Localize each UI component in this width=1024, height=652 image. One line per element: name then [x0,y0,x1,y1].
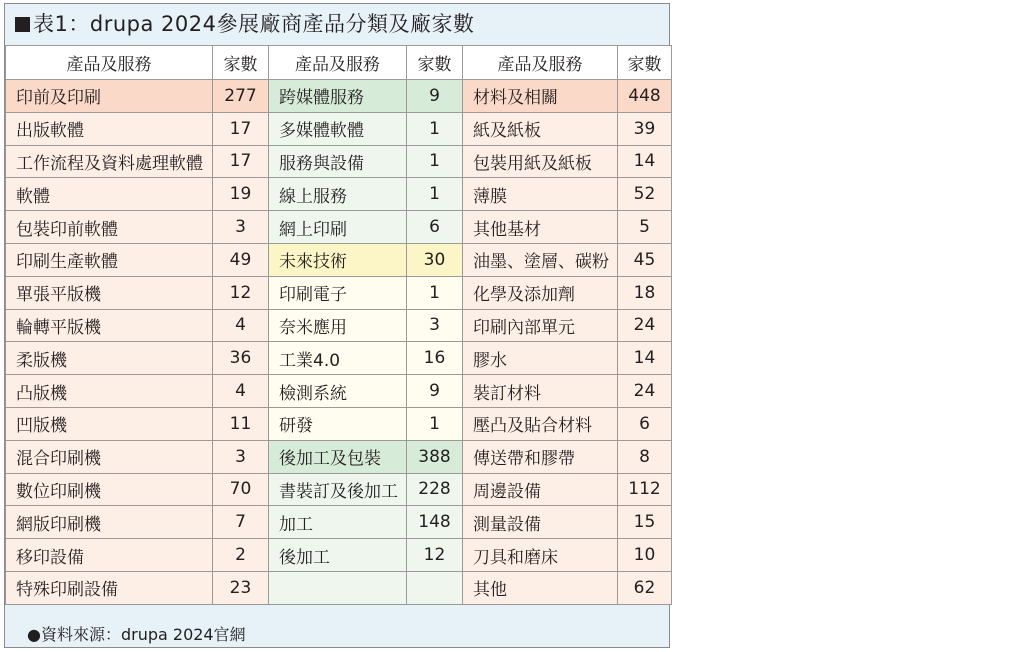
count-cell: 4 [213,375,269,408]
count-cell: 5 [618,211,672,244]
count-cell: 49 [213,243,269,276]
table-row [6,243,672,276]
count-cell: 3 [407,309,463,342]
count-cell: 10 [618,539,672,572]
product-cell: 網版印刷機 [6,506,213,539]
count-cell: 39 [618,112,672,145]
product-cell: 工業4.0 [269,342,407,375]
count-cell: 1 [407,276,463,309]
table-figure [4,3,670,648]
table-row [6,342,672,375]
header-count-2: 家數 [407,46,463,80]
product-cell: 工作流程及資料處理軟體 [6,145,213,178]
table-row [6,178,672,211]
product-cell: 印前及印刷 [6,80,213,113]
table-title [5,4,669,44]
count-cell: 6 [618,407,672,440]
product-cell: 跨媒體服務 [269,80,407,113]
product-cell: 後加工及包裝 [269,440,407,473]
count-cell: 3 [213,211,269,244]
product-cell: 混合印刷機 [6,440,213,473]
table-title-text: 表1：drupa 2024參展廠商產品分類及廠家數 [33,12,475,36]
count-cell: 448 [618,80,672,113]
count-cell: 3 [213,440,269,473]
product-cell: 材料及相關 [463,80,618,113]
count-cell: 36 [213,342,269,375]
product-cell: 其他基材 [463,211,618,244]
table-row [6,440,672,473]
table-row [6,506,672,539]
product-cell: 膠水 [463,342,618,375]
count-cell: 11 [213,407,269,440]
count-cell: 1 [407,112,463,145]
table-row [6,473,672,506]
product-cell: 線上服務 [269,178,407,211]
count-cell: 277 [213,80,269,113]
product-cell: 輪轉平版機 [6,309,213,342]
source-note: ●資料來源：drupa 2024官網 [27,625,246,644]
product-cell: 未來技術 [269,243,407,276]
product-cell [269,571,407,604]
count-cell: 112 [618,473,672,506]
product-cell: 凸版機 [6,375,213,408]
table-row [6,539,672,572]
product-cell: 印刷電子 [269,276,407,309]
table-row [6,375,672,408]
count-cell: 9 [407,375,463,408]
table-row [6,145,672,178]
product-cell: 檢測系統 [269,375,407,408]
product-cell: 印刷內部單元 [463,309,618,342]
count-cell: 62 [618,571,672,604]
count-cell: 14 [618,145,672,178]
product-cell: 周邊設備 [463,473,618,506]
count-cell: 6 [407,211,463,244]
count-cell: 12 [213,276,269,309]
product-cell: 化學及添加劑 [463,276,618,309]
product-cell: 移印設備 [6,539,213,572]
count-cell: 8 [618,440,672,473]
count-cell: 388 [407,440,463,473]
product-cell: 奈米應用 [269,309,407,342]
product-category-table [5,45,672,605]
product-cell: 包裝用紙及紙板 [463,145,618,178]
product-cell: 網上印刷 [269,211,407,244]
product-cell: 印刷生產軟體 [6,243,213,276]
count-cell: 1 [407,178,463,211]
count-cell: 19 [213,178,269,211]
product-cell: 服務與設備 [269,145,407,178]
count-cell: 45 [618,243,672,276]
count-cell: 1 [407,145,463,178]
header-product-1: 產品及服務 [6,46,213,80]
table-row [6,112,672,145]
product-cell: 特殊印刷設備 [6,571,213,604]
table-row [6,571,672,604]
product-cell: 裝訂材料 [463,375,618,408]
product-cell: 薄膜 [463,178,618,211]
product-cell: 加工 [269,506,407,539]
count-cell: 17 [213,145,269,178]
count-cell: 23 [213,571,269,604]
product-cell: 紙及紙板 [463,112,618,145]
count-cell: 30 [407,243,463,276]
product-cell: 刀具和磨床 [463,539,618,572]
count-cell: 70 [213,473,269,506]
product-cell: 書裝訂及後加工 [269,473,407,506]
product-cell: 傳送帶和膠帶 [463,440,618,473]
table-row [6,407,672,440]
product-cell: 研發 [269,407,407,440]
header-product-3: 產品及服務 [463,46,618,80]
product-cell: 包裝印前軟體 [6,211,213,244]
count-cell: 9 [407,80,463,113]
header-count-3: 家數 [618,46,672,80]
count-cell: 228 [407,473,463,506]
count-cell: 7 [213,506,269,539]
table-body [6,80,672,605]
count-cell: 1 [407,407,463,440]
square-bullet-icon [15,17,30,32]
count-cell: 15 [618,506,672,539]
count-cell: 17 [213,112,269,145]
count-cell: 24 [618,309,672,342]
header-product-2: 產品及服務 [269,46,407,80]
product-cell: 單張平版機 [6,276,213,309]
count-cell: 24 [618,375,672,408]
count-cell: 16 [407,342,463,375]
table-row [6,211,672,244]
count-cell: 4 [213,309,269,342]
product-cell: 其他 [463,571,618,604]
product-cell: 測量設備 [463,506,618,539]
header-count-1: 家數 [213,46,269,80]
product-cell: 柔版機 [6,342,213,375]
count-cell [407,571,463,604]
product-cell: 油墨、塗層、碳粉 [463,243,618,276]
product-cell: 多媒體軟體 [269,112,407,145]
table-row [6,80,672,113]
product-cell: 後加工 [269,539,407,572]
count-cell: 148 [407,506,463,539]
product-cell: 出版軟體 [6,112,213,145]
count-cell: 14 [618,342,672,375]
product-cell: 數位印刷機 [6,473,213,506]
table-header-row [6,46,672,80]
product-cell: 軟體 [6,178,213,211]
count-cell: 2 [213,539,269,572]
table-row [6,309,672,342]
count-cell: 18 [618,276,672,309]
product-cell: 壓凸及貼合材料 [463,407,618,440]
product-cell: 凹版機 [6,407,213,440]
count-cell: 12 [407,539,463,572]
count-cell: 52 [618,178,672,211]
table-row [6,276,672,309]
